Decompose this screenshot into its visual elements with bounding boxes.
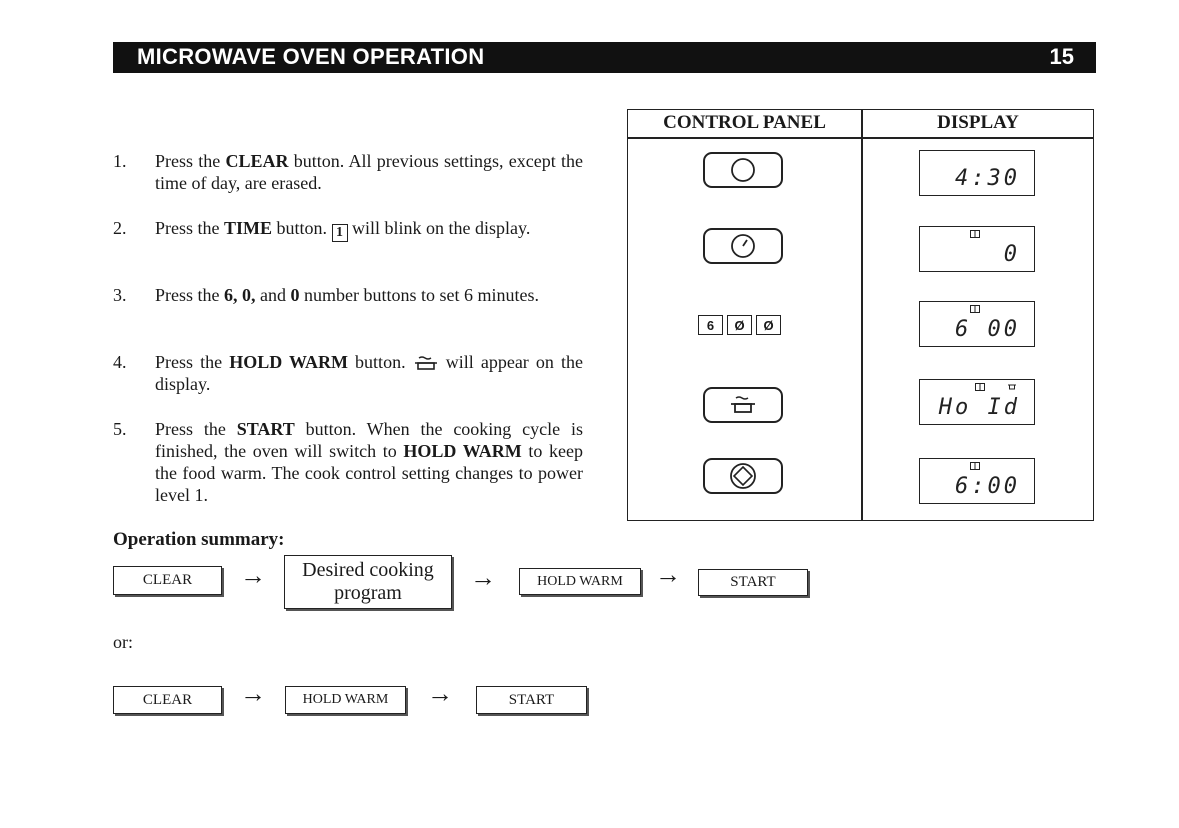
page-header [113,42,1096,73]
summary-clear-box: CLEAR [113,686,222,714]
arrow-icon: → [240,561,266,590]
warm-dish-icon [728,394,758,416]
step-text-part: Press the [155,285,224,305]
display-hold [919,379,1035,425]
number-key-0: Ø [727,315,752,335]
step-text-part: to keep the food warm. The cook control setting changes to power level 1. [155,441,583,505]
arrow-icon: → [240,679,266,708]
step-text-part: button. [347,352,413,372]
program-one-icon: 1 [332,224,348,242]
program-one-icon [970,462,980,470]
display-clock [919,150,1035,196]
display-text: 6:00 [955,474,1020,499]
program-one-icon [970,305,980,313]
step-text-part: Press the [155,352,230,372]
step-keyword: CLEAR [225,151,289,171]
table-header-rule [628,137,1093,139]
number-keys [698,315,781,335]
step-number: 3. [113,285,127,305]
step-text [155,284,583,306]
step-text [155,418,583,506]
arrow-icon: → [427,679,453,708]
start-button-icon [703,458,783,494]
or-label: or: [113,632,133,652]
summary-hold-warm-box: HOLD WARM [519,568,641,595]
control-display-table [627,109,1094,521]
page-title: MICROWAVE OVEN OPERATION [137,44,485,69]
summary-clear-box: CLEAR [113,566,222,595]
step-text-part: button. All previous settings, except the time of day, are erased. [155,151,583,193]
circle-icon [727,157,759,183]
step-number: 5. [113,419,127,439]
arrow-icon: → [470,563,496,592]
step-text-part: will blink on the display. [347,218,531,238]
display-text: Ho Id [938,395,1020,420]
step-text-part: button. When the cooking cycle is finished, the oven will switch to [155,419,583,461]
step-number: 1. [113,151,127,171]
number-key-0: Ø [756,315,781,335]
step-text-part: Press the [155,151,226,171]
step-text-part: will appear on the display. [155,352,583,394]
hold-warm-icon [413,355,439,371]
clear-button-icon [703,152,783,188]
step-number: 4. [113,352,127,372]
diamond-start-icon [727,462,759,490]
table-divider [861,110,863,520]
step-text [155,217,583,242]
step-text-part: and [255,285,291,305]
display-six-minutes [919,301,1035,347]
hold-warm-icon [1008,383,1016,390]
display-time-entry [919,226,1035,272]
display-text: 4:30 [955,166,1020,191]
step-text-part: Press the [155,218,224,238]
step-text-part: Press the [155,419,237,439]
summary-start-box: START [698,569,808,596]
step-number: 2. [113,218,127,238]
step-text-part: number buttons to set 6 minutes. [299,285,539,305]
step-keyword: HOLD WARM [403,441,522,461]
summary-title: Operation summary: [113,529,285,550]
step-keyword: START [236,419,295,439]
program-one-icon [975,383,985,391]
step-text-part: button. [272,218,332,238]
timer-button-icon [703,228,783,264]
summary-hold-warm-box: HOLD WARM [285,686,406,714]
page-number: 15 [1049,44,1074,69]
program-one-icon [970,230,980,238]
arrow-icon: → [655,560,681,589]
column-header-display: DISPLAY [937,112,1019,133]
step-keyword: HOLD WARM [229,352,348,372]
summary-start-box: START [476,686,587,714]
step-keyword: TIME [224,218,273,238]
step-text [155,351,583,395]
column-header-control-panel: CONTROL PANEL [663,112,826,133]
display-text: 6 00 [955,317,1020,342]
summary-program-box: Desired cooking program [284,555,452,609]
number-key-6: 6 [698,315,723,335]
step-text [155,150,583,194]
display-cooking [919,458,1035,504]
display-text: 0 [1003,242,1020,267]
step-keyword: 0 [290,285,300,305]
step-keyword: 6, 0, [224,285,256,305]
clock-icon [727,233,759,259]
hold-warm-button-icon [703,387,783,423]
